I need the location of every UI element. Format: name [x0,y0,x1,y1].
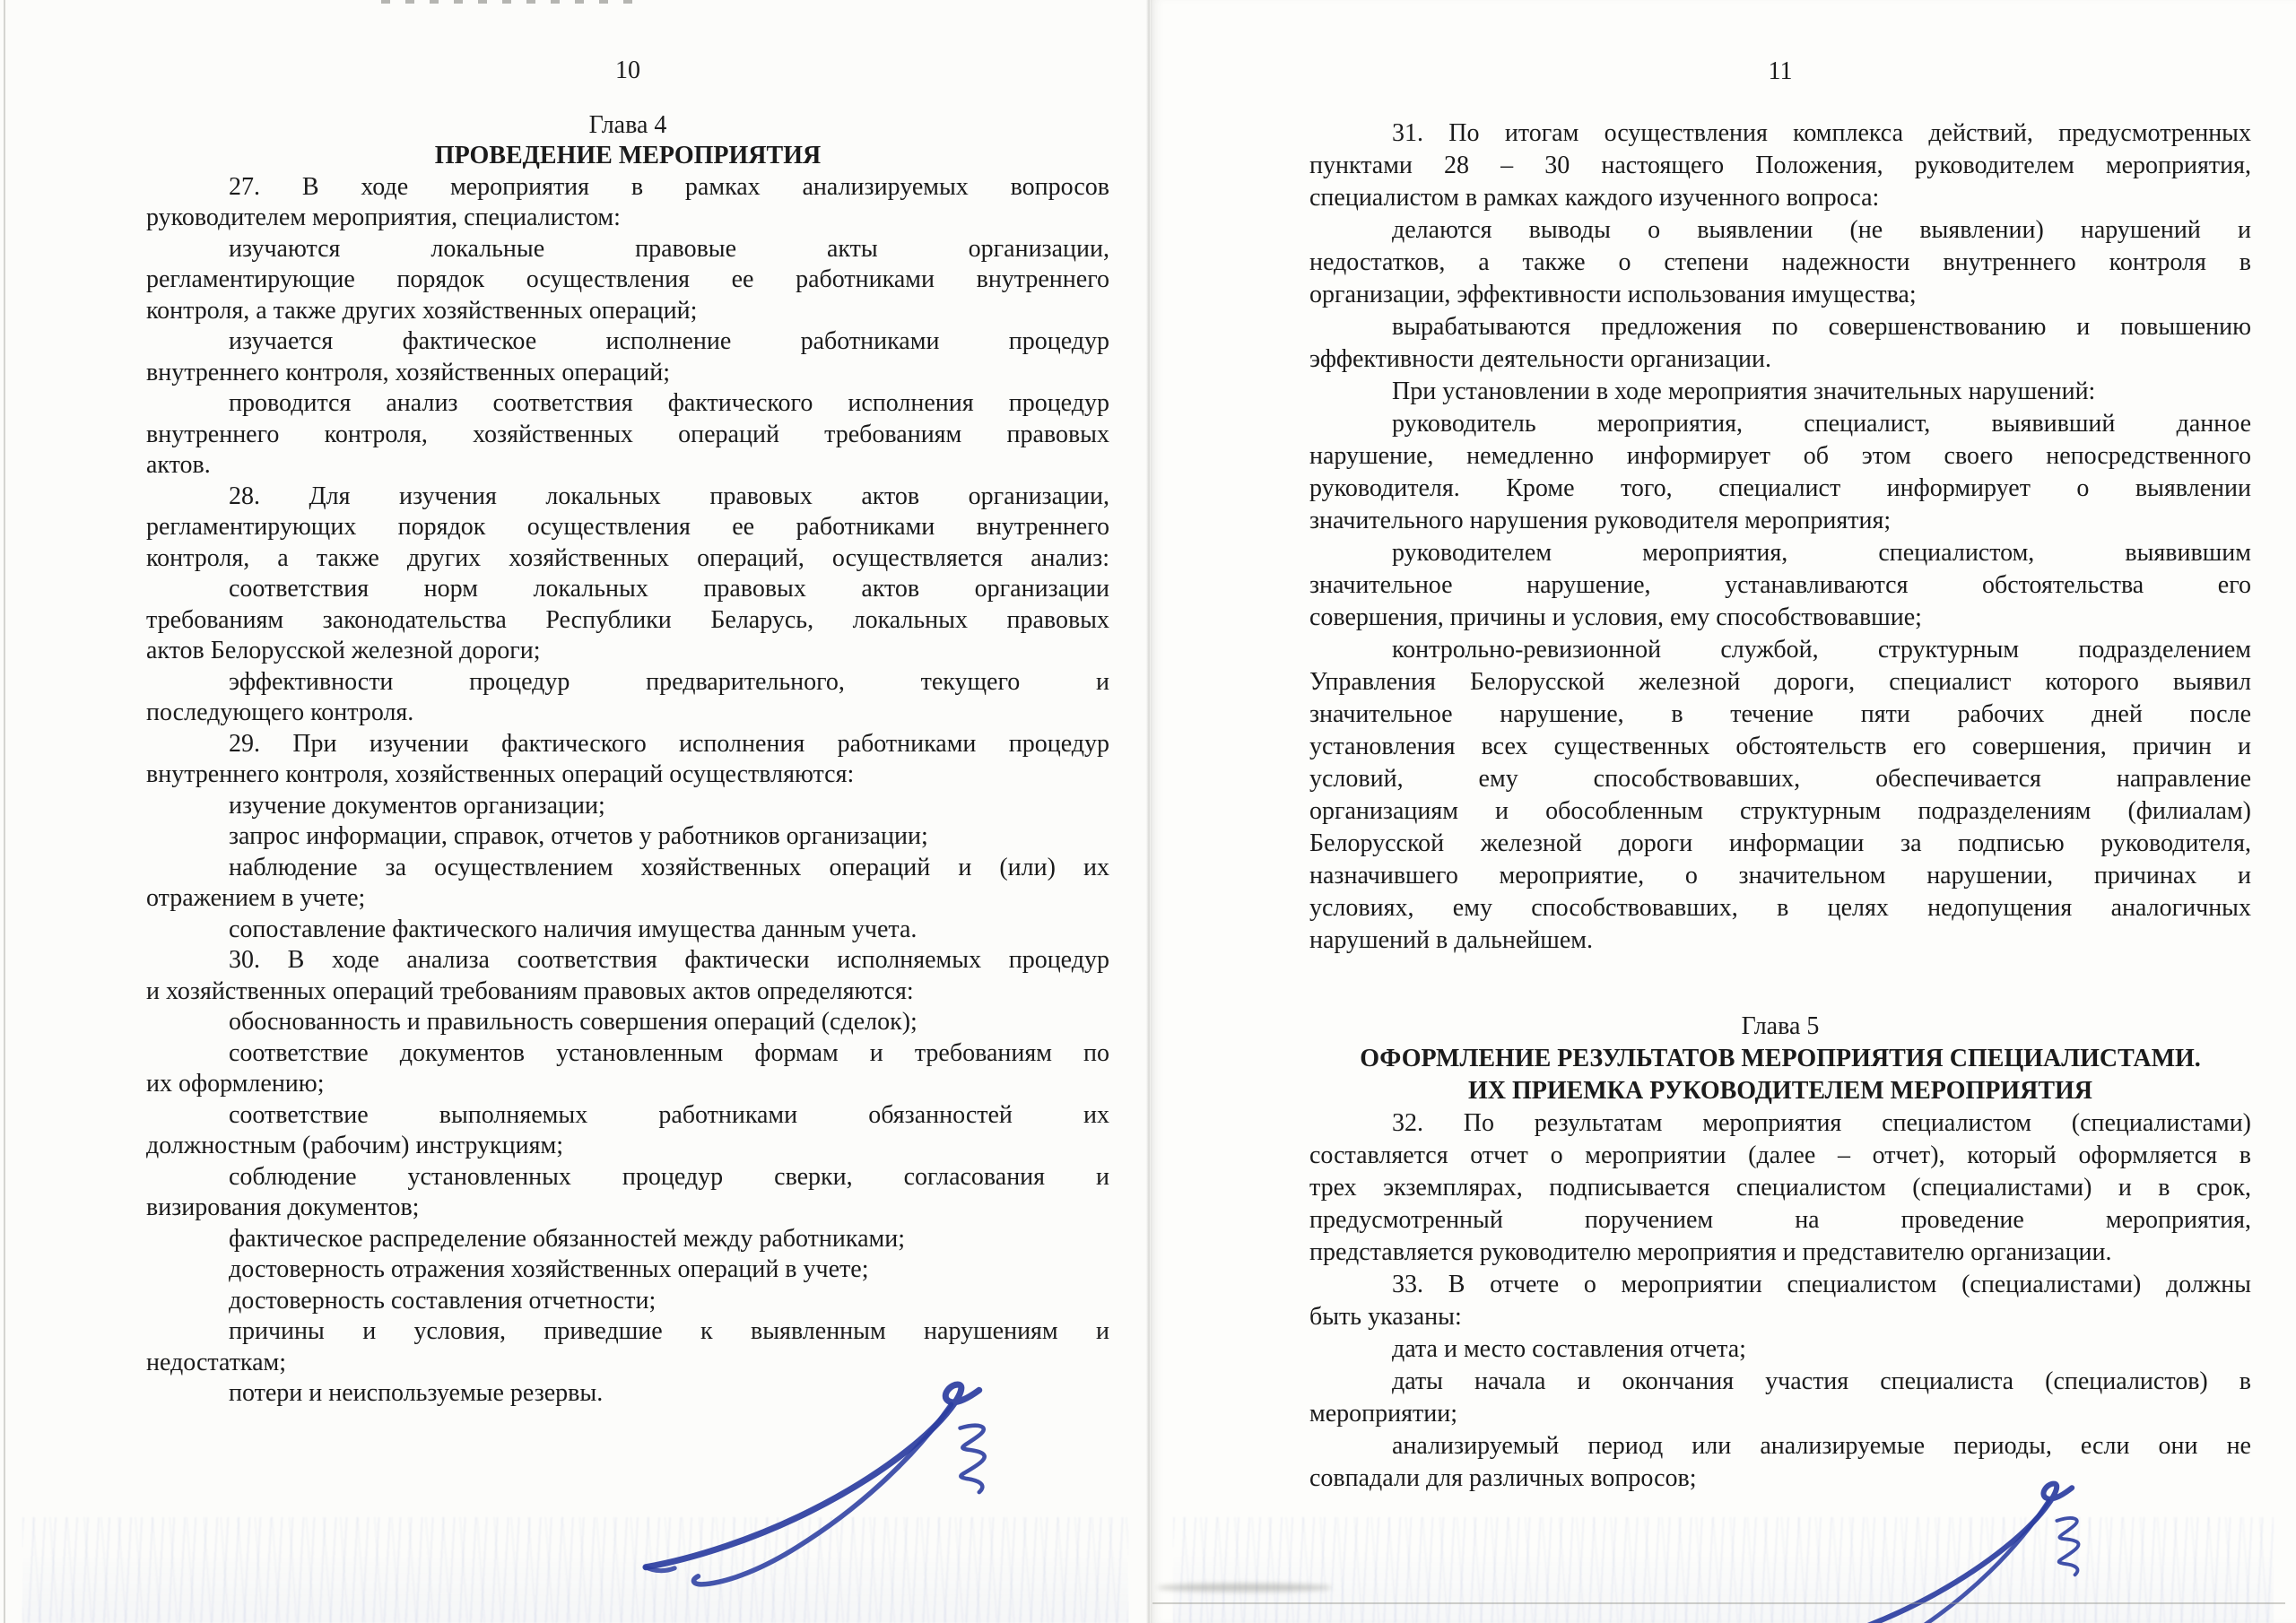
text-line: сопоставление фактического наличия имущества данным учета. [229,915,918,943]
text-line: организациям и обособленным структурным подразделениям (филиалам) [1309,797,2251,825]
text-line: условий, ему способствовавших, обеспечивается направление [1309,765,2251,793]
text-line: 28. Для изучения локальных правовых актов организации, [229,482,1109,510]
page-number: 11 [1768,57,1793,85]
text-line: дата и место составления отчета; [1392,1335,1746,1363]
scan-edge-artifact [1152,1602,2285,1604]
text-line: делаются выводы о выявлении (не выявлении) нарушений и [1392,216,2251,244]
page-11-body [1309,117,2251,1495]
text-line: организации, эффективности использования имущества; [1309,281,1917,308]
text-line: контрольно-ревизионной службой, структурным подразделением [1392,636,2251,664]
text-line: соответствия норм локальных правовых актов организации [229,575,1109,603]
ink-bleedthrough-artifact [1173,1517,2274,1623]
text-line: недостаткам; [146,1348,287,1376]
text-line: изучаются локальные правовые акты организации, [229,234,1109,263]
text-line: наблюдение за осуществлением хозяйственных операций и (или) их [229,853,1109,881]
text-line: значительное нарушение, в течение пяти рабочих дней после [1309,700,2251,728]
text-line: фактическое распределение обязанностей между работниками; [229,1224,905,1253]
text-line: их оформлению; [146,1070,325,1098]
text-line: актов. [146,451,211,479]
text-line: и хозяйственных операций требованиям правовых актов определяются: [146,976,914,1005]
text-line: внутреннего контроля, хозяйственных операций; [146,358,670,386]
scan-smudge-artifact [1157,1584,1332,1592]
chapter-heading: Глава 4 [588,110,667,139]
text-line: достоверность составления отчетности; [229,1286,657,1315]
text-line: должностным (рабочим) инструкциям; [146,1132,563,1159]
text-line: вырабатываются предложения по совершенствованию и повышению [1392,313,2251,341]
text-line: специалистом в рамках каждого изученного вопроса: [1309,184,1880,212]
text-line: эффективности деятельности организации. [1309,345,1772,373]
text-line: нарушение, немедленно информирует об этом своего непосредственного [1309,442,2251,470]
text-line: значительное нарушение, устанавливаются обстоятельства его [1309,571,2251,599]
text-line: 31. По итогам осуществления комплекса действий, предусмотренных [1392,119,2251,147]
text-line: анализируемый период или анализируемые периоды, если они не [1392,1432,2251,1460]
section-title: ОФОРМЛЕНИЕ РЕЗУЛЬТАТОВ МЕРОПРИЯТИЯ СПЕЦИАЛИСТАМИ. [1360,1045,2201,1072]
text-line: 32. По результатам мероприятия специалистом (специалистами) [1392,1109,2251,1137]
text-line: нарушений в дальнейшем. [1309,926,1593,954]
text-line: актов Белорусской железной дороги; [146,637,541,664]
text-line: изучение документов организации; [229,791,605,820]
text-line: установления всех существенных обстоятельств его совершения, причин и [1309,733,2251,760]
text-line: руководителя. Кроме того, специалист информирует о выявлении [1309,474,2251,502]
text-line: Управления Белорусской железной дороги, специалист которого выявил [1309,668,2251,696]
text-line: регламентирующих порядок осуществления ее работниками внутреннего [146,513,1109,541]
text-line: обоснованность и правильность совершения операций (сделок); [229,1008,918,1036]
text-line: требованиям законодательства Республики Беларусь, локальных правовых [146,605,1109,634]
text-line: 30. В ходе анализа соответствия фактически исполняемых процедур [229,946,1109,974]
text-line: последующего контроля. [146,699,414,726]
text-line: соблюдение установленных процедур сверки, согласования и [229,1162,1109,1191]
page-10-body [146,110,1109,1410]
text-line: руководителем мероприятия, специалистом, выявившим [1392,539,2251,567]
text-line: мероприятии; [1309,1400,1457,1428]
text-line: соответствие выполняемых работниками обязанностей их [229,1100,1109,1129]
text-line: причины и условия, приведшие к выявленным нарушениям и [229,1317,1109,1345]
text-line: условиях, ему способствовавших, в целях недопущения аналогичных [1309,894,2251,922]
text-line: представляется руководителю мероприятия и представителю организации. [1309,1238,2112,1266]
text-line: запрос информации, справок, отчетов у работников организации; [229,822,928,850]
scan-edge-artifact [4,0,5,1623]
text-line: 33. В отчете о мероприятии специалистом (специалистами) должны [1392,1271,2251,1298]
text-line: При установлении в ходе мероприятия значительных нарушений: [1392,378,2096,405]
page-seam-artifact [1146,0,1152,1623]
text-line: быть указаны: [1309,1303,1462,1331]
text-line: руководителем мероприятия, специалистом: [146,204,621,231]
ink-bleedthrough-artifact [22,1517,1128,1623]
section-title: ПРОВЕДЕНИЕ МЕРОПРИЯТИЯ [434,142,822,169]
text-line: составляется отчет о мероприятии (далее – отчет), который оформляется в [1309,1141,2251,1169]
text-line: трех экземплярах, подписывается специалистом (специалистами) и в срок, [1309,1174,2251,1202]
text-line: внутреннего контроля, хозяйственных операций осуществляются: [146,760,855,788]
text-line: совершения, причины и условия, ему способствовавшие; [1309,603,1922,631]
text-line: совпадали для различных вопросов; [1309,1464,1697,1492]
text-line: изучается фактическое исполнение работниками процедур [229,327,1109,355]
text-line: соответствие документов установленным формам и требованиям по [229,1038,1109,1067]
text-line: значительного нарушения руководителя мероприятия; [1309,507,1892,534]
text-line: руководитель мероприятия, специалист, выявивший данное [1392,410,2251,438]
text-line: эффективности процедур предварительного, текущего и [229,667,1109,696]
text-line: регламентирующие порядок осуществления ее работниками внутреннего [146,265,1109,293]
text-line: назначившего мероприятие, о значительном нарушении, причинах и [1309,862,2251,890]
section-title: ИХ ПРИЕМКА РУКОВОДИТЕЛЕМ МЕРОПРИЯТИЯ [1467,1077,2093,1105]
text-line: пунктами 28 – 30 настоящего Положения, руководителем мероприятия, [1309,152,2251,179]
page-10-content [0,56,1151,1410]
text-line: Белорусской железной дороги информации за подписью руководителя, [1309,829,2251,857]
chapter-heading: Глава 5 [1741,1012,1820,1040]
page-11-content [1151,56,2296,1495]
text-line: контроля, а также других хозяйственных операций, осуществляется анализ: [146,543,1109,572]
text-line: проводится анализ соответствия фактического исполнения процедур [229,389,1109,417]
text-line: даты начала и окончания участия специалиста (специалистов) в [1392,1367,2251,1395]
scan-edge-artifact [381,0,646,4]
text-line: 27. В ходе мероприятия в рамках анализируемых вопросов [229,172,1109,201]
text-line: потери и неиспользуемые резервы. [229,1379,604,1407]
page-11 [1151,0,2296,1623]
page-number: 10 [615,56,640,84]
text-line: контроля, а также других хозяйственных операций; [146,296,698,325]
text-line: 29. При изучении фактического исполнения работниками процедур [229,729,1109,758]
text-line: достоверность отражения хозяйственных операций в учете; [229,1255,869,1283]
text-line: визирования документов; [146,1193,420,1221]
text-line: внутреннего контроля, хозяйственных операций требованиям правовых [146,420,1109,448]
text-line: предусмотренный поручением на проведение мероприятия, [1309,1206,2251,1234]
text-line: недостатков, а также о степени надежности внутреннего контроля в [1309,248,2251,276]
text-line: отражением в учете; [146,884,366,912]
